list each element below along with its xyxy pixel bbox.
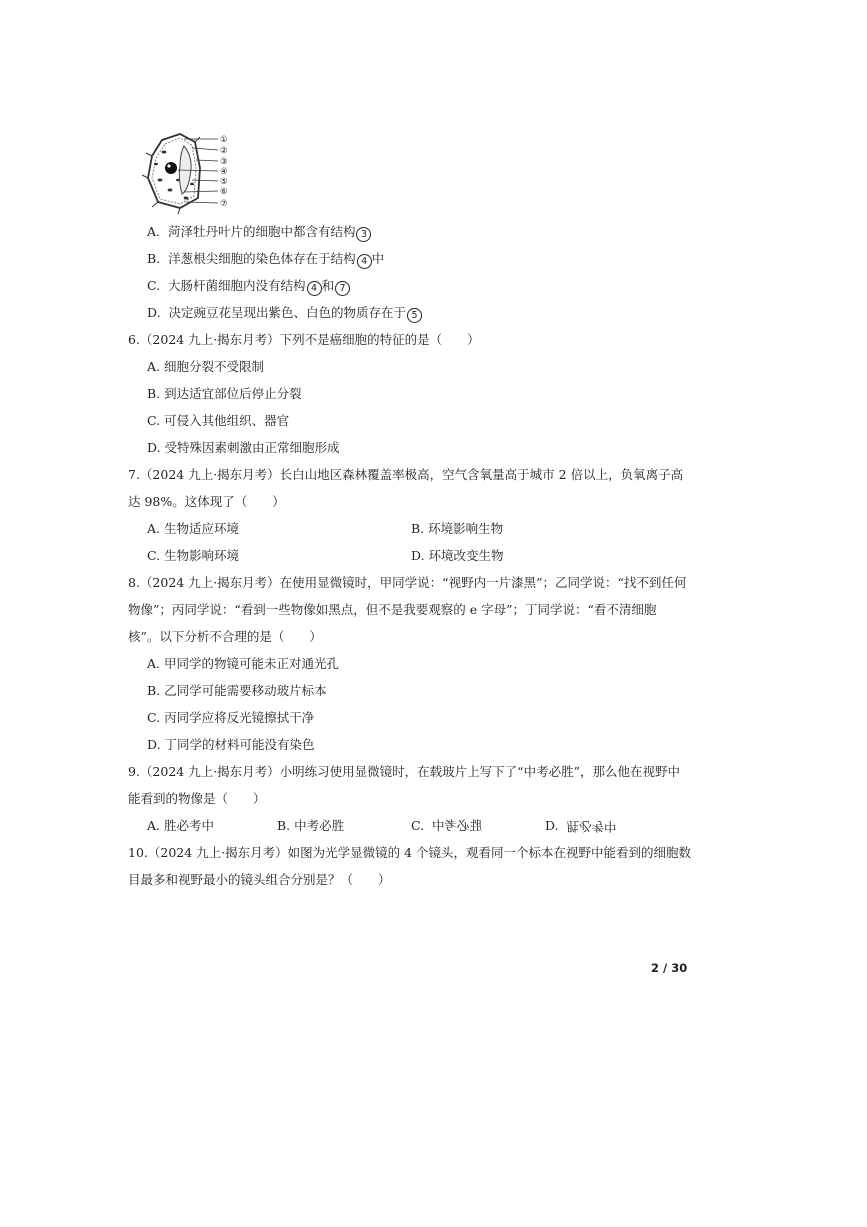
q5-option-b[interactable]: B. 洋葱根尖细胞的染色体存在于结构 4 中 <box>147 251 385 267</box>
q7-option-a[interactable]: A. 生物适应环境 <box>147 521 239 536</box>
figure-label-6: ⑥ <box>220 187 228 197</box>
circled-number: 4 <box>357 254 372 269</box>
circled-number: 7 <box>335 281 350 296</box>
q9-option-a[interactable]: A. 胜必考中 <box>147 818 214 833</box>
q6-option-a[interactable]: A. 细胞分裂不受限制 <box>147 359 264 374</box>
q9-option-b[interactable]: B. 中考必胜 <box>277 818 345 833</box>
figure-label-2: ② <box>220 146 228 156</box>
q10-stem-line2: 目最多和视野最小的镜头组合分别是？（ ） <box>128 872 391 887</box>
q7-option-c[interactable]: C. 生物影响环境 <box>147 548 240 563</box>
q8-stem-line1: 8.（2024 九上·揭东月考）在使用显微镜时，甲同学说：“视野内一片漆黑”；乙同学说：“找不到任何 <box>128 575 687 590</box>
q5-option-d[interactable]: D. 决定豌豆花呈现出紫色、白色的物质存在于 5 <box>147 304 422 323</box>
q8-option-a[interactable]: A. 甲同学的物镜可能未正对通光孔 <box>147 656 339 671</box>
q6-stem: 6.（2024 九上·揭东月考）下列不是癌细胞的特征的是（ ） <box>128 332 480 347</box>
circled-number: 3 <box>356 227 371 242</box>
q6-option-c[interactable]: C. 可侵入其他组织、器官 <box>147 413 290 428</box>
q6-option-b[interactable]: B. 到达适宜部位后停止分裂 <box>147 386 302 401</box>
q10-stem-line1: 10.（2024 九上·揭东月考）如图为光学显微镜的 4 个镜头，观看同一个标本在视野中能看到的细胞数 <box>128 845 692 860</box>
q7-option-d[interactable]: D. 环境改变生物 <box>411 548 504 563</box>
q9-stem-line1: 9.（2024 九上·揭东月考）小明练习使用显微镜时，在载玻片上写下了“中考必胜”，那么他在视野中 <box>128 764 680 779</box>
q5-option-c[interactable]: C. 大肠杆菌细胞内没有结构 4 和 7 <box>147 277 350 296</box>
mirrored-text: 胜必考中 <box>432 818 483 833</box>
circled-number: 4 <box>307 281 322 296</box>
q8-option-b[interactable]: B. 乙同学可能需要移动玻片标本 <box>147 683 327 698</box>
q9-option-c[interactable]: C. 胜必考中 <box>411 818 483 833</box>
circled-number: 5 <box>407 308 422 323</box>
plant-cell-diagram <box>140 128 265 216</box>
q7-stem-line2: 达 98%。这体现了（ ） <box>128 494 285 509</box>
figure-label-3: ③ <box>220 157 228 167</box>
figure-label-1: ① <box>220 135 228 145</box>
q7-stem-line1: 7.（2024 九上·揭东月考）长白山地区森林覆盖率极高，空气含氧量高于城市 2 倍以上，负氧离子高 <box>128 467 684 482</box>
q8-option-c[interactable]: C. 丙同学应将反光镜擦拭干净 <box>147 710 315 725</box>
q8-stem-line3: 核”。以下分析不合理的是（ ） <box>128 629 322 644</box>
q8-stem-line2: 物像”；丙同学说：“看到一些物像如黑点，但不是我要观察的 e 字母”；丁同学说：“看不清细胞 <box>128 602 657 617</box>
flipped-text: 胜必考中 <box>566 819 617 834</box>
figure-label-5: ⑤ <box>220 177 228 187</box>
q8-option-d[interactable]: D. 丁同学的材料可能没有染色 <box>147 737 315 752</box>
q6-option-d[interactable]: D. 受特殊因素刺激由正常细胞形成 <box>147 440 340 455</box>
page-number: 2 / 30 <box>651 961 688 975</box>
figure-label-7: ⑦ <box>220 199 228 209</box>
q9-stem-line2: 能看到的物像是（ ） <box>128 791 266 806</box>
q7-option-b[interactable]: B. 环境影响生物 <box>411 521 504 536</box>
q9-option-d[interactable]: D. 胜必考中 <box>545 818 617 834</box>
figure-label-4: ④ <box>220 167 228 177</box>
q5-option-a[interactable]: A. 菏泽牡丹叶片的细胞中都含有结构 3 <box>147 223 371 242</box>
